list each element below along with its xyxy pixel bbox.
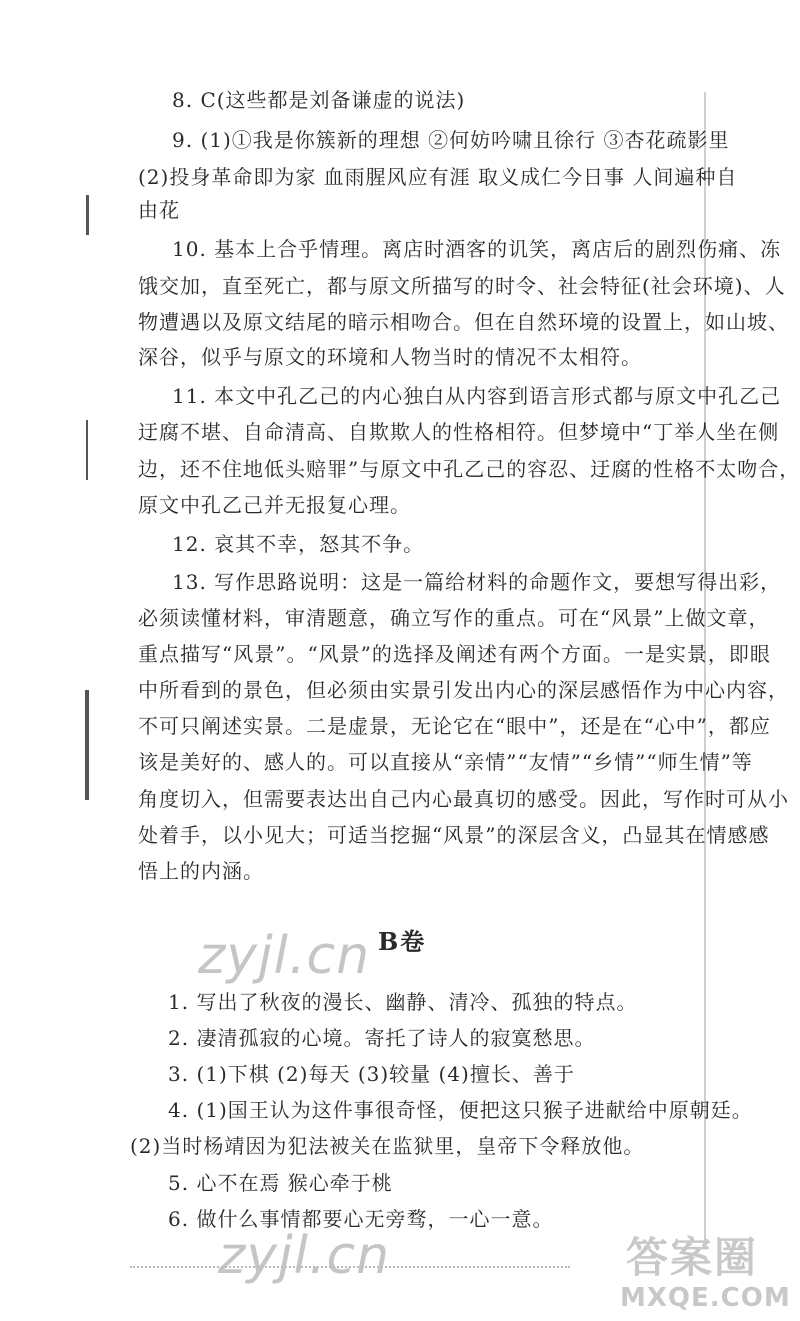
binding-mark xyxy=(86,420,88,480)
answer-line: 9. (1)①我是你簇新的理想 ②何妨吟啸且徐行 ③杏花疏影里 xyxy=(172,128,730,152)
answer-line: 1. 写出了秋夜的漫长、幽静、清冷、孤独的特点。 xyxy=(168,990,638,1014)
answer-line: 中所看到的景色，但必须由实景引发出内心的深层感悟作为中心内容， xyxy=(138,678,789,702)
watermark: zyjl.cn xyxy=(218,1226,391,1286)
answer-line: (2)投身革命即为家 血雨腥风应有涯 取义成仁今日事 人间遍种自 xyxy=(138,165,738,189)
answer-line: 8. C(这些都是刘备谦虚的说法) xyxy=(172,88,466,112)
answer-line: 由花 xyxy=(138,198,180,222)
answer-line: 13. 写作思路说明：这是一篇给材料的命题作文，要想写得出彩， xyxy=(172,570,782,594)
answer-line: 不可只阐述实景。二是虚景，无论它在“眼中”，还是在“心中”，都应 xyxy=(138,714,771,738)
answer-line: 2. 凄清孤寂的心境。寄托了诗人的寂寞愁思。 xyxy=(168,1026,596,1050)
answer-line: 角度切入，但需要表达出自己内心最真切的感受。因此，写作时可从小 xyxy=(138,787,789,811)
answer-line: (2)当时杨靖因为犯法被关在监狱里，皇帝下令释放他。 xyxy=(130,1134,645,1158)
logo-domain: MXQE.COM xyxy=(620,1283,791,1313)
answer-line: 5. 心不在焉 猴心牵于桃 xyxy=(168,1171,393,1195)
answer-line: 重点描写“风景”。“风景”的选择及阐述有两个方面。一是实景，即眼 xyxy=(138,642,771,666)
answer-line: 该是美好的、感人的。可以直接从“亲情”“友情”“乡情”“师生情”等 xyxy=(138,750,753,774)
answer-line: 11. 本文中孔乙己的内心独白从内容到语言形式都与原文中孔乙己 xyxy=(172,384,782,408)
section-heading: B卷 xyxy=(378,927,427,956)
answer-line: 3. (1)下棋 (2)每天 (3)较量 (4)擅长、善于 xyxy=(168,1062,575,1086)
watermark: zyjl.cn xyxy=(198,926,371,986)
answer-line: 饿交加，直至死亡，都与原文所描写的时令、社会特征(社会环境)、人 xyxy=(138,274,786,298)
logo-title: 答案圈 xyxy=(626,1233,759,1282)
answer-line: 处着手，以小见大；可适当挖掘“风景”的深层含义，凸显其在情感感 xyxy=(138,823,770,847)
answer-line: 4. (1)国王认为这件事很奇怪，便把这只猴子进献给中原朝廷。 xyxy=(168,1098,753,1122)
answer-line: 迂腐不堪、自命清高、自欺欺人的性格相符。但梦境中“丁举人坐在侧 xyxy=(138,420,780,444)
answer-line: 边，还不住地低头赔罪”与原文中孔乙己的容忍、迂腐的性格不太吻合， xyxy=(138,457,800,481)
answer-line: 悟上的内涵。 xyxy=(138,859,264,883)
binding-mark xyxy=(85,690,89,800)
answer-line: 12. 哀其不幸，怒其不争。 xyxy=(172,532,425,556)
answer-line: 物遭遇以及原文结尾的暗示相吻合。但在自然环境的设置上，如山坡、 xyxy=(138,310,789,334)
footer-divider xyxy=(130,1266,570,1268)
answer-line: 10. 基本上合乎情理。离店时酒客的讥笑，离店后的剧烈伤痛、冻 xyxy=(172,237,782,261)
answer-line: 6. 做什么事情都要心无旁骛，一心一意。 xyxy=(168,1207,554,1231)
answer-line: 深谷，似乎与原文的环境和人物当时的情况不太相符。 xyxy=(138,345,642,369)
binding-mark xyxy=(86,195,89,235)
answer-line: 必须读懂材料，审清题意，确立写作的重点。可在“风景”上做文章， xyxy=(138,606,770,630)
answer-line: 原文中孔乙己并无报复心理。 xyxy=(138,493,411,517)
site-logo xyxy=(620,1225,795,1317)
